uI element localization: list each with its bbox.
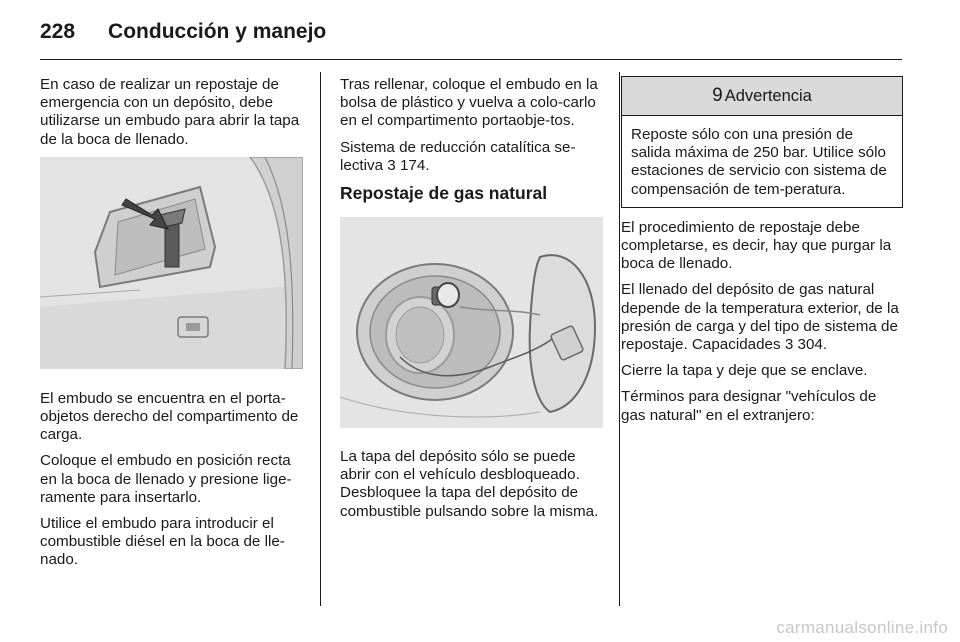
page-header: [40, 20, 326, 46]
col1-paragraph-4: Utilice el embudo para introducir el combustible diésel en la boca de lle-nado.: [40, 515, 285, 569]
column-3: [621, 76, 903, 433]
warning-text: Reposte sólo con una presión de salida máxima de 250 bar. Utilice sólo estaciones de servicio con sistema de compensación de tem-peratura.: [631, 126, 887, 198]
column-1: [40, 76, 306, 578]
col3-paragraph-1: El procedimiento de repostaje debe completarse, es decir, hay que purgar la boca de llenado.: [621, 218, 892, 273]
col2-paragraph-2: La tapa del depósito sólo se puede abrir con el vehículo desbloqueado. Desbloquee la tapa del depósito de combustible pulsando sobre la misma.: [340, 448, 599, 520]
column-divider-2: [619, 72, 620, 606]
col1-paragraph-2: El embudo se encuentra en el porta-objetos derecho del compartimento de carga.: [40, 389, 299, 444]
reference-page: 174.: [399, 156, 430, 174]
col2-paragraph-1: Tras rellenar, coloque el embudo en la bolsa de plástico y vuelva a colo-carlo en el compartimento portaobje-tos.: [340, 76, 598, 130]
column-2: [340, 76, 606, 529]
col2-reference-paragraph: [340, 139, 606, 175]
page-reference-icon: 3: [387, 156, 396, 174]
capacity-page: 304.: [797, 336, 828, 354]
watermark: carmanualsonline.info: [776, 618, 948, 637]
header-rule: [40, 59, 902, 60]
section-title: Repostaje de gas natural: [340, 183, 548, 204]
funnel-storage-illustration: [40, 157, 303, 369]
warning-header: [622, 77, 902, 116]
capacity-text: El llenado del depósito de gas natural depende de la temperatura exterior, de la presión de carga y del tipo de sistema de repostaje. Capacidades: [621, 281, 899, 354]
col1-paragraph-3: Coloque el embudo en posición recta en la boca de llenado y presione lige-ramente para insertarlo.: [40, 452, 292, 506]
page-number: 228: [40, 20, 76, 43]
chapter-title: Conducción y manejo: [108, 20, 327, 43]
warning-box: [621, 76, 903, 208]
col3-paragraph-4: Términos para designar "vehículos de gas natural" en el extranjero:: [621, 388, 877, 424]
warning-icon: 9: [712, 84, 723, 106]
col1-paragraph-1: En caso de realizar un repostaje de emergencia con un depósito, debe utilizarse un embudo para abrir la tapa de la boca de llenado.: [40, 76, 300, 148]
col3-paragraph-3: Cierre la tapa y deje que se enclave.: [621, 362, 868, 380]
reference-text: Sistema de reducción catalítica se-lectiva: [340, 138, 576, 174]
column-divider-1: [320, 72, 321, 606]
fuel-flap-illustration: [340, 217, 603, 428]
col3-paragraph-2: [621, 281, 903, 354]
warning-title: Advertencia: [724, 86, 812, 105]
page-reference-icon: 3: [784, 336, 794, 354]
